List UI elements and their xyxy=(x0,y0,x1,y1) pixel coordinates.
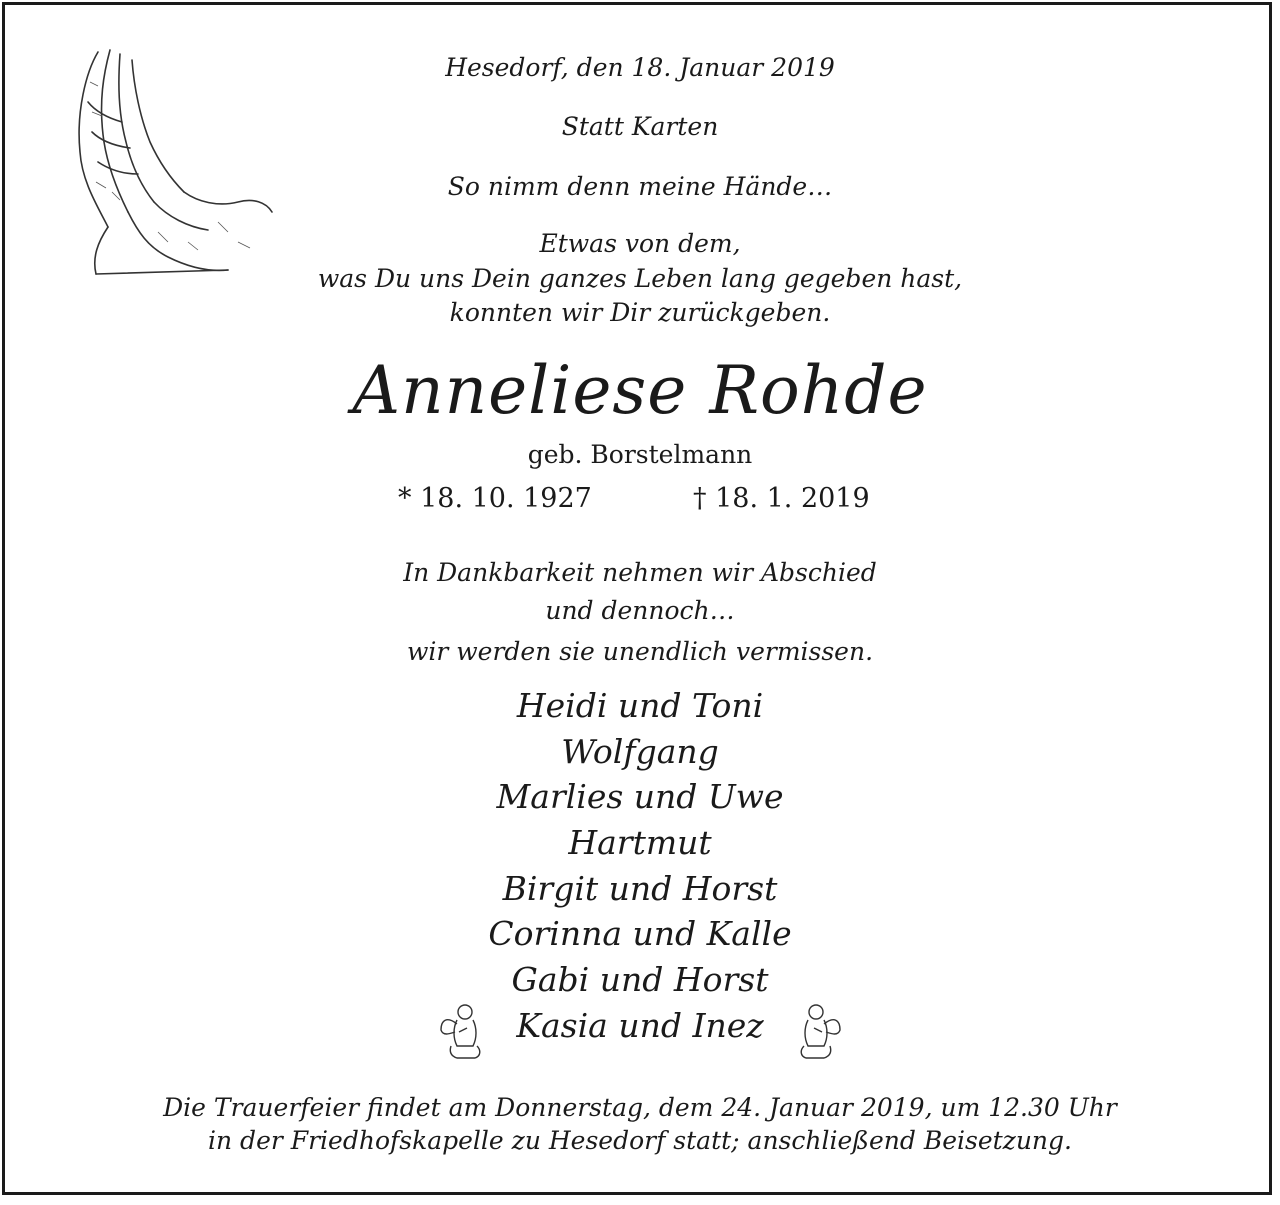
farewell-line-1: In Dankbarkeit nehmen wir Abschied xyxy=(403,558,877,587)
statt-karten-line: Statt Karten xyxy=(561,112,719,141)
verse-line-2: was Du uns Dein ganzes Leben lang gegeben hast, xyxy=(317,264,963,293)
mourner-3: Marlies und Uwe xyxy=(496,777,784,816)
deceased-name: Anneliese Rohde xyxy=(352,352,928,429)
verse-line-3: konnten wir Dir zurückgeben. xyxy=(449,298,831,327)
mourner-8: Kasia und Inez xyxy=(516,1006,764,1045)
mourner-4: Hartmut xyxy=(568,823,712,862)
mourner-1: Heidi und Toni xyxy=(516,686,764,725)
maiden-name: geb. Borstelmann xyxy=(527,440,753,469)
place-and-date: Hesedorf, den 18. Januar 2019 xyxy=(445,53,835,82)
farewell-line-2: und dennoch… xyxy=(545,596,735,625)
quote-line: So nimm denn meine Hände… xyxy=(447,172,833,201)
verse-line-1: Etwas von dem, xyxy=(539,229,741,258)
ceremony-line-1: Die Trauerfeier findet am Donnerstag, dem 24. Januar 2019, um 12.30 Uhr xyxy=(163,1093,1117,1122)
ceremony-line-2: in der Friedhofskapelle zu Hesedorf statt; anschließend Beisetzung. xyxy=(208,1126,1072,1155)
birth-date: * 18. 10. 1927 xyxy=(398,483,592,514)
mourner-7: Gabi und Horst xyxy=(511,960,769,999)
mourner-5: Birgit und Horst xyxy=(502,869,778,908)
farewell-line-3: wir werden sie unendlich vermissen. xyxy=(406,637,874,666)
death-date: † 18. 1. 2019 xyxy=(693,483,870,514)
angel-icon xyxy=(792,998,844,1060)
mourner-6: Corinna und Kalle xyxy=(488,914,792,953)
angel-icon xyxy=(437,998,489,1060)
mourner-2: Wolfgang xyxy=(561,732,719,771)
